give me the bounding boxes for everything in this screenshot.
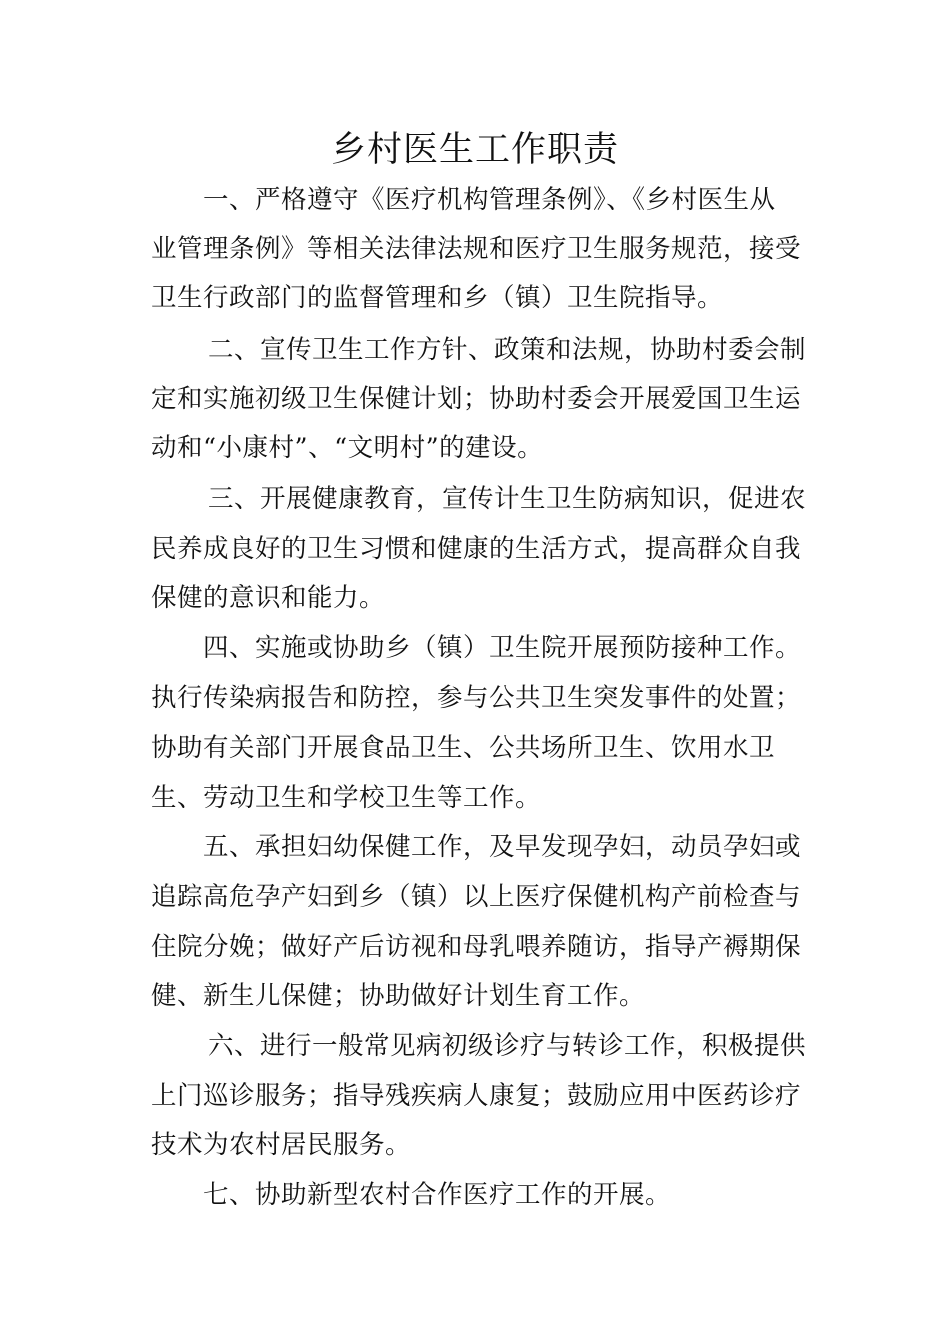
text-line: 五、承担妇幼保健工作，及早发现孕妇，动员孕妇或	[203, 832, 802, 862]
text-line: 技术为农村居民服务。	[151, 1130, 412, 1160]
text-line: 上门巡诊服务；指导残疾病人康复；鼓励应用中医药诊疗	[151, 1081, 802, 1111]
text-line: 保健的意识和能力。	[151, 583, 386, 613]
text-line: 住院分娩；做好产后访视和母乳喂养随访，指导产褥期保	[151, 932, 802, 962]
text-line: 二、宣传卫生工作方针、政策和法规，协助村委会制	[208, 335, 807, 365]
text-line: 生、劳动卫生和学校卫生等工作。	[151, 783, 542, 813]
text-line: 七、协助新型农村合作医疗工作的开展。	[203, 1180, 672, 1210]
document-title: 乡村医生工作职责	[330, 130, 619, 170]
text-line: 动和“小康村”、“文明村”的建设。	[151, 433, 544, 463]
text-line: 业管理条例》等相关法律法规和医疗卫生服务规范，接受	[151, 234, 802, 264]
text-line: 协助有关部门开展食品卫生、公共场所卫生、饮用水卫	[151, 733, 776, 763]
text-line: 健、新生儿保健；协助做好计划生育工作。	[151, 981, 646, 1011]
text-line: 一、严格遵守《医疗机构管理条例》、《乡村医生从	[203, 185, 776, 215]
text-line: 定和实施初级卫生保健计划；协助村委会开展爱国卫生运	[151, 384, 802, 414]
text-line: 三、开展健康教育，宣传计生卫生防病知识，促进农	[208, 484, 807, 514]
text-line: 追踪高危孕产妇到乡（镇）以上医疗保健机构产前检查与	[151, 882, 802, 912]
text-line: 民养成良好的卫生习惯和健康的生活方式，提高群众自我	[151, 534, 802, 564]
text-line: 六、进行一般常见病初级诊疗与转诊工作，积极提供	[208, 1031, 807, 1061]
text-line: 卫生行政部门的监督管理和乡（镇）卫生院指导。	[151, 283, 724, 313]
text-line: 执行传染病报告和防控，参与公共卫生突发事件的处置；	[151, 683, 802, 713]
text-line: 四、实施或协助乡（镇）卫生院开展预防接种工作。	[203, 633, 802, 663]
